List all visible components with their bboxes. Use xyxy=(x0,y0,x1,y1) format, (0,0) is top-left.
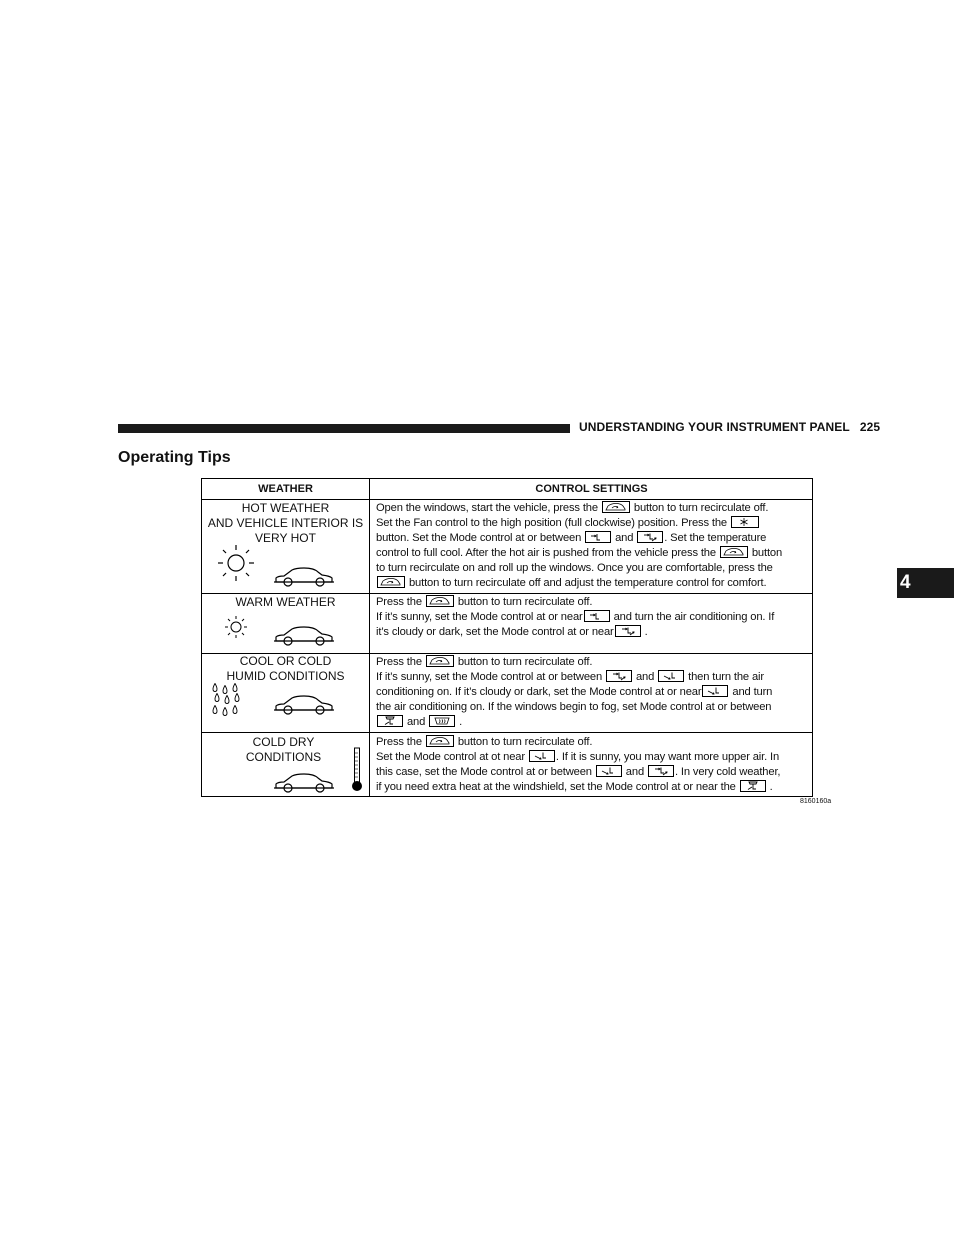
weather-cold-dry: COLD DRY CONDITIONS xyxy=(245,735,322,764)
recirculation-button-icon xyxy=(377,576,405,588)
weather-warm: WARM WEATHER xyxy=(235,595,336,609)
control-column-header: CONTROL SETTINGS xyxy=(535,483,648,495)
running-header xyxy=(579,420,880,434)
car-icon xyxy=(274,566,334,588)
weather-hot: HOT WEATHER AND VEHICLE INTERIOR IS VERY HOT xyxy=(207,501,364,545)
recirculation-button-icon xyxy=(720,546,748,558)
car-icon xyxy=(274,772,334,794)
page-number: 225 xyxy=(859,420,881,434)
column-divider xyxy=(369,479,370,796)
row-divider xyxy=(202,593,812,594)
control-warm: Press the button to turn recirculate off. If it’s sunny, set the Mode control at or near and turn the air conditioning on. If it’s cloudy or dark, set the Mode control at or near . xyxy=(376,596,775,638)
bi-level-mode-icon xyxy=(606,670,632,682)
defrost-mode-icon xyxy=(429,715,455,727)
sun-icon xyxy=(224,615,248,639)
section-title: Operating Tips xyxy=(118,449,231,466)
floor-mode-icon xyxy=(702,685,728,697)
row-divider xyxy=(202,499,812,500)
operating-tips-table xyxy=(201,478,813,797)
control-hot: Open the windows, start the vehicle, press the button to turn recirculate off. Set the Fan control to the high position (full clockwise) position. Press the button. Set the Mode control at or between and . Set the temperature control to full cool. After the hot air is pushed from the vehicle press the button to turn recirculate on and roll up the windows. Once you are comfortable, press the button to turn recirculate off and adjust the temperature control for comfort. xyxy=(376,502,783,589)
recirculation-button-icon xyxy=(602,501,630,513)
floor-mode-icon xyxy=(529,750,555,762)
sun-icon xyxy=(216,543,256,583)
control-cold-dry: Press the button to turn recirculate off. Set the Mode control at ot near . If it is sunny, you may want more upper air. In this case, set the Mode control at or between and . In very cold weather, if you need extra heat at the windshield, set the Mode control at or near the . xyxy=(376,736,781,793)
car-icon xyxy=(274,625,334,647)
recirculation-button-icon xyxy=(426,655,454,667)
panel-vent-mode-icon xyxy=(585,531,611,543)
header-section: UNDERSTANDING YOUR INSTRUMENT PANEL xyxy=(579,420,850,434)
recirculation-button-icon xyxy=(426,735,454,747)
bi-level-mode-icon xyxy=(648,765,674,777)
weather-cool-humid: COOL OR COLD HUMID CONDITIONS xyxy=(226,654,345,683)
mix-mode-icon xyxy=(377,715,403,727)
figure-id: 8160160a xyxy=(800,798,832,805)
panel-vent-mode-icon xyxy=(584,610,610,622)
raindrops-icon xyxy=(210,683,244,719)
bi-level-mode-icon xyxy=(615,625,641,637)
bi-level-mode-icon xyxy=(637,531,663,543)
thermometer-icon xyxy=(350,747,364,793)
mix-mode-icon xyxy=(740,780,766,792)
header-rule xyxy=(118,424,570,433)
floor-mode-icon xyxy=(596,765,622,777)
control-cool-humid: Press the button to turn recirculate off. If it’s sunny, set the Mode control at or between and then turn the air conditioning on. If it’s cloudy or dark, set the Mode control at or near and turn the air conditioning on. If the windows begin to fog, set Mode control at or between and . xyxy=(376,656,773,728)
recirculation-button-icon xyxy=(426,595,454,607)
ac-snowflake-button-icon xyxy=(731,516,759,528)
weather-column-header: WEATHER xyxy=(258,483,313,495)
row-divider xyxy=(202,732,812,733)
floor-mode-icon xyxy=(658,670,684,682)
car-icon xyxy=(274,694,334,716)
chapter-tab: 4 xyxy=(897,568,954,598)
